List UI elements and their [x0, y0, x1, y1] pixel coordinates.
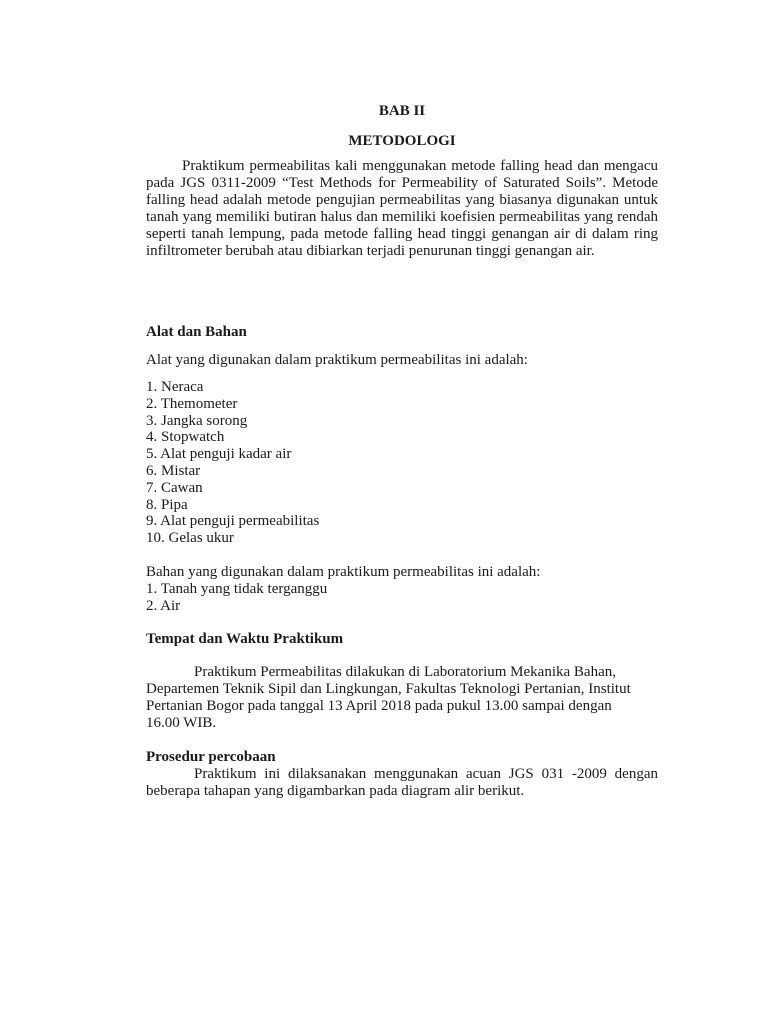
list-item: 2. Themometer	[146, 395, 238, 412]
chapter-label: BAB II	[378, 103, 426, 119]
list-item: 7. Cawan	[146, 479, 203, 496]
list-item: 5. Alat penguji kadar air	[146, 446, 292, 463]
list-item: 9. Alat penguji permeabilitas	[146, 513, 320, 530]
materials-list	[146, 581, 327, 615]
list-item: 1. Neraca	[146, 379, 204, 395]
location-time-paragraph: Praktikum Permeabilitas dilakukan di Laboratorium Mekanika Bahan, Departemen Teknik Sipil dan Lingkungan, Fakultas Teknologi Pertanian, Institut Pertanian Bogor pada tanggal 13 April 2018 pada pukul 13.00 sampai dengan 16.00 WIB.	[146, 664, 631, 731]
list-item: 1. Tanah yang tidak terganggu	[146, 581, 328, 597]
list-item: 8. Pipa	[146, 496, 188, 513]
section-heading-tempat-waktu: Tempat dan Waktu Praktikum	[146, 631, 344, 647]
chapter-title: METODOLOGI	[348, 133, 456, 149]
materials-intro: Bahan yang digunakan dalam praktikum permeabilitas ini adalah:	[146, 564, 541, 580]
tools-list	[146, 379, 319, 547]
list-item: 3. Jangka sorong	[146, 412, 248, 429]
list-item: 4. Stopwatch	[146, 429, 225, 446]
tools-intro: Alat yang digunakan dalam praktikum permeabilitas ini adalah:	[146, 352, 528, 368]
list-item: 2. Air	[146, 597, 181, 614]
list-item: 10. Gelas ukur	[146, 530, 234, 547]
intro-paragraph: Praktikum permeabilitas kali menggunakan metode falling head dan mengacu pada JGS 0311-2009 “Test Methods for Permeability of Saturated Soils”. Metode falling head adalah metode pengujian permeabilitas yang biasanya digunakan untuk tanah yang memiliki butiran halus dan memiliki koefisien permeabilitas yang rendah seperti tanah lempung, pada metode falling head tinggi genangan air di dalam ring infiltrometer berubah atau dibiarkan terjadi penurunan tinggi genangan air.	[146, 158, 658, 259]
section-heading-alat-bahan: Alat dan Bahan	[146, 324, 247, 340]
section-heading-prosedur: Prosedur percobaan	[146, 749, 276, 765]
list-item: 6. Mistar	[146, 462, 201, 479]
procedure-paragraph: Praktikum ini dilaksanakan menggunakan acuan JGS 031 -2009 dengan beberapa tahapan yang digambarkan pada diagram alir berikut.	[146, 766, 658, 799]
